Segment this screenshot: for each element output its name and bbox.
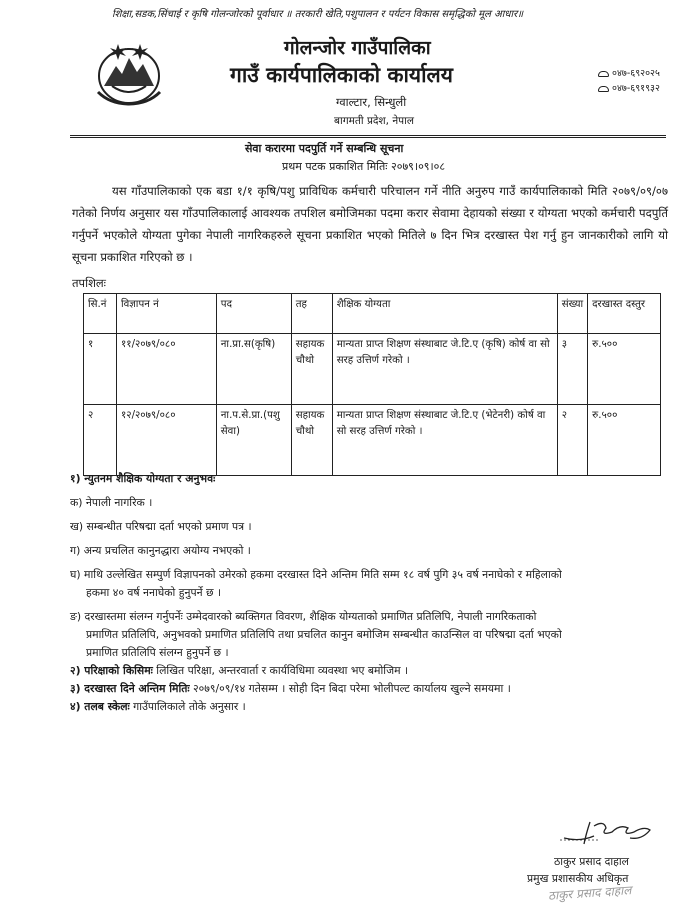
note-2 bbox=[70, 662, 670, 680]
cell-fee: रु.५०० bbox=[588, 334, 661, 405]
note-item-nga: ङ) दरखास्तमा संलग्न गर्नुपर्नेः उम्मेदवारको ब्यक्तिगत विवरण, शैक्षिक योग्यताको प्रमाणित प्रतिलिपि, नेपाली नागरिकताको bbox=[70, 610, 537, 623]
note-3-text: २०७९/०९/१४ गतेसम्म । सोही दिन बिदा परेमा भोलीपल्ट कार्यालय खुल्ने समयमा । bbox=[189, 682, 511, 695]
cell-count: २ bbox=[557, 405, 587, 476]
phone-number: ०४७-६९२०२५ bbox=[612, 68, 660, 79]
cell-level: सहायक चौथो bbox=[291, 405, 332, 476]
cell-qualification: मान्यता प्राप्त शिक्षण संस्थाबाट जे.टि.ए (भेटेनरी) कोर्ष वा सो सरह उत्तिर्ण गरेको । bbox=[332, 405, 557, 476]
address-line-2: बागमती प्रदेश, नेपाल bbox=[334, 115, 414, 127]
cell-count: ३ bbox=[557, 334, 587, 405]
note-item: ख) सम्बन्धीत परिषद्मा दर्ता भएको प्रमाण पत्र । bbox=[70, 520, 252, 533]
cell-post: ना.प्रा.स(कृषि) bbox=[216, 334, 291, 405]
tapasil-label: तपशिलः bbox=[72, 276, 107, 290]
notes-section bbox=[70, 470, 670, 716]
cell-ad-no: ११/२०७९/०८० bbox=[116, 334, 216, 405]
notice-body: यस गाँउपालिकाको एक बडा १/१ कृषि/पशु प्राविधिक कर्मचारी परिचालन गर्ने नीति अनुरुप गाउँ कार्यपालिकाको मिति २०७९/०९/०७ गतेको निर्णय अनुसार यस गाँउपालिकालाई आवश्यक तपशिल बमोजिमका पदमा करार सेवामा देहायको संख्या र योग्यता भएको कर्मचारी पदपुर्ति गर्नुपर्ने भएकोले योग्यता पुगेका नेपाली नागरिकहरुले सूचना प्रकाशित भएको मितिले ७ दिन भित्र दरखास्त पेश गर्नु हुन जानकारीको लागि यो सूचना प्रकाशित गरिएको छ । bbox=[72, 184, 668, 264]
table-row bbox=[84, 405, 661, 476]
col-header-qualification: शैक्षिक योग्यता bbox=[332, 294, 557, 334]
publication-date: प्रथम पटक प्रकाशित मितिः २०७९।०९।०८ bbox=[282, 160, 446, 173]
note-2-label: २) परिक्षाको किसिमः bbox=[70, 664, 153, 677]
note-2-text: लिखित परिक्षा, अन्तरवार्ता र कार्यविधिमा व्यवस्था भए बमोजिम । bbox=[152, 664, 409, 677]
note-3 bbox=[70, 680, 670, 698]
office-name: गाउँ कार्यपालिकाको कार्यालय bbox=[230, 63, 453, 87]
phone-icon bbox=[598, 86, 609, 92]
notice-subject: सेवा करारमा पदपुर्ति गर्ने सम्बन्धि सूचना bbox=[245, 142, 404, 155]
cell-qualification: मान्यता प्राप्त शिक्षण संस्थाबाट जे.टि.ए (कृषि) कोर्ष वा सो सरह उत्तिर्ण गरेको । bbox=[332, 334, 557, 405]
cell-fee: रु.५०० bbox=[588, 405, 661, 476]
col-header-level: तह bbox=[291, 294, 332, 334]
signatory-name: ठाकुर प्रसाद दाहाल bbox=[554, 855, 629, 868]
note-4 bbox=[70, 698, 670, 716]
phone-numbers bbox=[598, 66, 660, 96]
note-item: क) नेपाली नागरिक । bbox=[70, 496, 153, 509]
phone-line bbox=[598, 81, 660, 96]
table-row bbox=[84, 334, 661, 405]
note-3-label: ३) दरखास्त दिने अन्तिम मितिः bbox=[70, 682, 190, 695]
signature-icon bbox=[560, 818, 660, 846]
note-item-nga-cont: प्रमाणित प्रतिलिपि, अनुभवको प्रमाणित प्रतिलिपि तथा प्रचलित कानुन बमोजिम सम्बन्धीत काउन्सिल वा परिषद्मा दर्ता भएको bbox=[86, 628, 562, 641]
org-name: गोलन्जोर गाउँपालिका bbox=[284, 37, 431, 59]
note-item-gha-cont: हकमा ४० वर्ष ननाघेको हुनुपर्ने छ । bbox=[86, 586, 222, 599]
phone-line bbox=[598, 66, 660, 81]
note-4-text: गाउँपालिकाले तोके अनुसार । bbox=[129, 700, 246, 713]
col-header-count: संख्या bbox=[557, 294, 587, 334]
col-header-sn: सि.नं bbox=[84, 294, 117, 334]
nepal-emblem-icon bbox=[92, 42, 166, 108]
note-1-title: १) न्युतनम शैक्षिक योग्यता र अनुभवः bbox=[70, 472, 216, 485]
vacancy-table bbox=[83, 293, 661, 476]
name-stamp: ठाकुर प्रसाद दाहाल bbox=[547, 883, 632, 903]
cell-ad-no: १२/२०७९/०८० bbox=[116, 405, 216, 476]
header-slogan: शिक्षा,सडक,सिंचाई र कृषि गोलन्जोरको पूर्वाधार ॥ तरकारी खेति,पशुपालन र पर्यटन विकास समृद्धिको मूल आधार॥ bbox=[112, 9, 524, 20]
col-header-ad-no: विज्ञापन नं bbox=[116, 294, 216, 334]
note-item-nga-cont: प्रमाणित प्रतिलिपि संलग्न हुनुपर्ने छ । bbox=[86, 646, 229, 659]
table-header-row bbox=[84, 294, 661, 334]
cell-level: सहायक चौथो bbox=[291, 334, 332, 405]
col-header-post: पद bbox=[216, 294, 291, 334]
cell-sn: २ bbox=[84, 405, 117, 476]
cell-post: ना.प.से.प्रा.(पशु सेवा) bbox=[216, 405, 291, 476]
note-4-label: ४) तलब स्केलः bbox=[70, 700, 130, 713]
address-line-1: ग्वाल्टार, सिन्धुली bbox=[336, 95, 407, 109]
phone-number: ०४७-६९१९३२ bbox=[612, 83, 660, 94]
cell-sn: १ bbox=[84, 334, 117, 405]
note-item: ग) अन्य प्रचलित कानुनद्धारा अयोग्य नभएको । bbox=[70, 544, 251, 557]
phone-icon bbox=[598, 71, 609, 77]
col-header-fee: दरखास्त दस्तुर bbox=[588, 294, 661, 334]
signatory-title: प्रमुख प्रशासकीय अधिकृत bbox=[527, 872, 629, 885]
header-divider bbox=[70, 135, 666, 138]
note-item-gha: घ) माथि उल्लेखित सम्पुर्ण विज्ञापनको उमेरको हकमा दरखास्त दिने अन्तिम मिति सम्म १८ वर्ष पुगि ३५ वर्ष ननाघेको र महिलाको bbox=[70, 568, 562, 581]
